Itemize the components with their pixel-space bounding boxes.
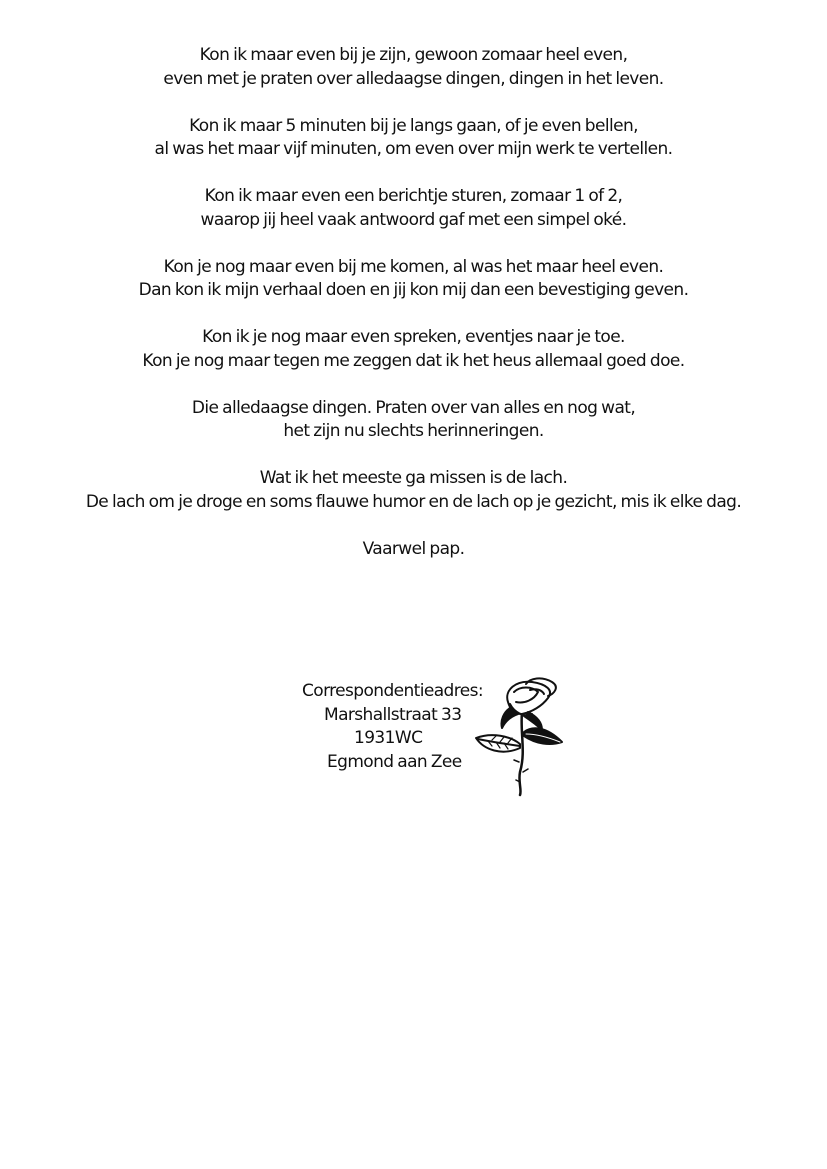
poem-line: Kon ik je nog maar even spreken, eventjes naar je toe. xyxy=(202,327,625,347)
poem-line: Kon ik maar 5 minuten bij je langs gaan, of je even bellen, xyxy=(189,115,638,136)
poem-line: Wat ik het meeste ga missen is de lach. xyxy=(259,468,568,488)
poem-line: Kon je nog maar tegen me zeggen dat ik het heus allemaal goed doe. xyxy=(142,350,685,371)
address-city: Egmond aan Zee xyxy=(327,751,462,772)
farewell-stanza xyxy=(0,538,827,562)
poem-line: Kon je nog maar even bij me komen, al was het maar heel even. xyxy=(163,256,664,277)
rose-icon xyxy=(470,672,570,797)
poem xyxy=(0,44,827,585)
poem-line: even met je praten over alledaagse dingen, dingen in het leven. xyxy=(163,68,664,89)
poem-line: Kon ik maar even een berichtje sturen, zomaar 1 of 2, xyxy=(204,186,623,206)
correspondence-address xyxy=(282,680,502,774)
address-street: Marshallstraat 33 xyxy=(324,704,462,725)
stanza xyxy=(0,467,827,514)
stanza xyxy=(0,44,827,91)
stanza xyxy=(0,326,827,373)
poem-line: waarop jij heel vaak antwoord gaf met een simpel oké. xyxy=(200,209,627,230)
address-label: Correspondentieadres: xyxy=(302,681,483,701)
stanza xyxy=(0,397,827,444)
poem-line: al was het maar vijf minuten, om even over mijn werk te vertellen. xyxy=(154,139,673,159)
address-postcode: 1931WC xyxy=(354,728,423,748)
poem-line: Die alledaagse dingen. Praten over van alles en nog wat, xyxy=(191,397,636,418)
farewell-line: Vaarwel pap. xyxy=(362,538,465,559)
stanza xyxy=(0,256,827,303)
stanza xyxy=(0,115,827,162)
poem-line: Dan kon ik mijn verhaal doen en jij kon mij dan een bevestiging geven. xyxy=(138,280,689,300)
poem-line: Kon ik maar even bij je zijn, gewoon zomaar heel even, xyxy=(199,45,628,65)
stanza xyxy=(0,185,827,232)
poem-line: De lach om je droge en soms flauwe humor en de lach op je gezicht, mis ik elke dag. xyxy=(85,491,742,512)
poem-line: het zijn nu slechts herinneringen. xyxy=(283,421,544,441)
